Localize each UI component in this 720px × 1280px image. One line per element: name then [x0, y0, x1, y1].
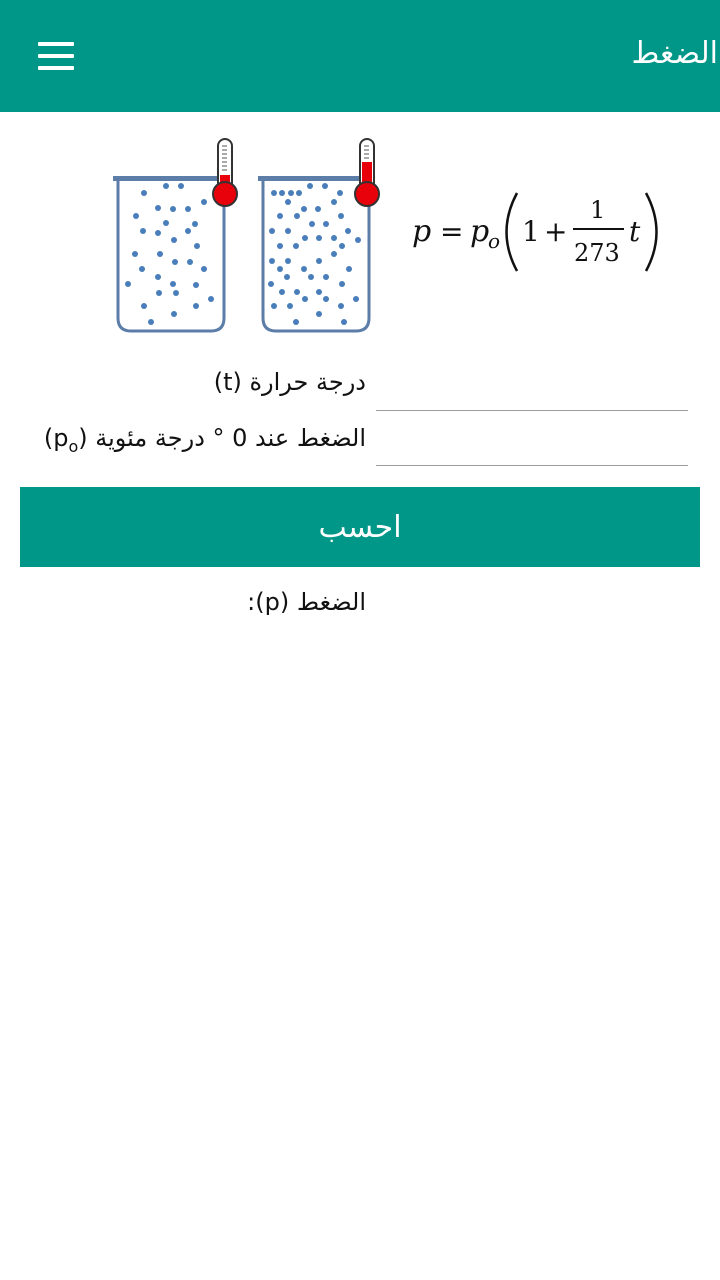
- temperature-input[interactable]: [376, 367, 688, 411]
- formula-p0-sub: o: [488, 229, 501, 253]
- temperature-label: درجة حرارة (t): [213, 368, 366, 396]
- formula-p: p: [412, 214, 432, 249]
- formula-left-paren: [507, 193, 518, 271]
- formula-right-paren: [646, 193, 657, 271]
- hamburger-menu-icon-bar: [38, 54, 74, 58]
- menu-button[interactable]: [24, 28, 88, 84]
- thermometer-icon: [355, 139, 379, 206]
- pressure0-label-sub: o: [68, 436, 79, 456]
- formula-numerator: 1: [590, 196, 606, 224]
- pressure-formula: [410, 185, 670, 280]
- formula-one: 1: [522, 215, 540, 248]
- calculate-button[interactable]: احسب: [20, 487, 700, 567]
- left-beaker-icon: [113, 176, 229, 331]
- page-title: الضغط: [631, 36, 718, 71]
- hamburger-menu-icon-bar: [38, 66, 74, 70]
- formula-t: t: [629, 215, 641, 248]
- formula-equals: =: [440, 215, 464, 248]
- hamburger-menu-icon: [38, 42, 74, 46]
- pressure0-label-suffix: ): [43, 424, 54, 452]
- formula-denominator: 273: [574, 239, 620, 267]
- formula-p0: p: [470, 214, 490, 249]
- formula-plus: +: [544, 215, 568, 248]
- pressure0-label: [44, 424, 366, 456]
- thermometer-icon: [213, 139, 237, 206]
- gas-beakers-illustration: [100, 130, 390, 340]
- pressure0-label-prefix: الضغط عند 0 ° درجة مئوية (p: [53, 424, 366, 452]
- result-label: الضغط (p):: [247, 588, 366, 616]
- app-bar: [0, 0, 720, 112]
- pressure0-input[interactable]: [376, 422, 688, 466]
